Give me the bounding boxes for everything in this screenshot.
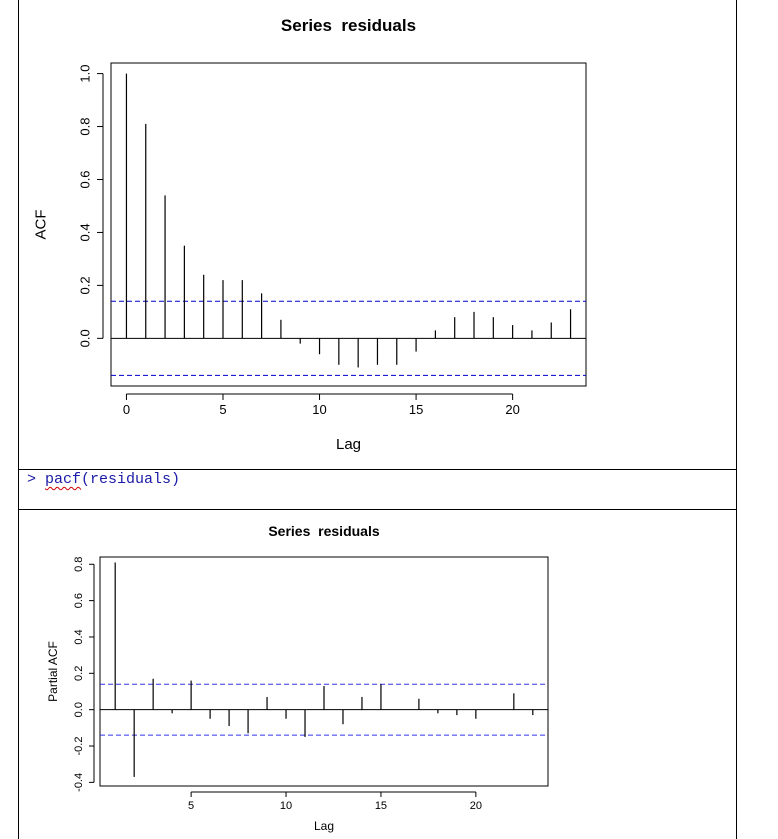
y-tick-label: 0.8 — [77, 117, 93, 136]
pacf-chart — [19, 510, 738, 839]
y-tick-label: 0.6 — [77, 170, 93, 189]
y-tick-label: 0.0 — [73, 702, 85, 718]
chart-title: Series residuals — [268, 523, 380, 539]
x-tick-label: 15 — [408, 402, 424, 417]
x-tick-label: 10 — [279, 800, 293, 812]
y-tick-label: -0.4 — [73, 772, 85, 792]
y-tick-label: 0.4 — [77, 223, 93, 242]
plot-frame — [100, 557, 548, 786]
pacf-plot-panel — [18, 510, 737, 839]
x-tick-label: 0 — [122, 402, 131, 417]
x-tick-label: 20 — [505, 402, 520, 417]
console-command-panel — [18, 470, 737, 510]
y-tick-label: 0.6 — [73, 592, 85, 609]
y-tick-label: 0.2 — [77, 276, 93, 295]
x-axis-title: Lag — [313, 819, 335, 833]
command-function: pacf — [45, 471, 82, 488]
plot-frame — [111, 63, 586, 386]
y-tick-label: 0.8 — [73, 556, 85, 572]
x-axis-title: Lag — [335, 436, 362, 453]
x-tick-label: 20 — [469, 800, 482, 812]
acf-plot-panel — [18, 0, 737, 470]
x-tick-label: 15 — [374, 800, 388, 812]
x-tick-label: 5 — [188, 800, 195, 812]
y-tick-label: 0.0 — [77, 329, 93, 348]
acf-chart — [19, 0, 738, 470]
console-prompt: > — [27, 471, 37, 488]
chart-title: Series residuals — [280, 16, 417, 35]
console-command-line[interactable] — [27, 471, 180, 488]
y-tick-label: -0.2 — [73, 736, 85, 756]
y-tick-label: 1.0 — [77, 64, 93, 83]
x-tick-label: 10 — [312, 402, 327, 417]
command-arguments: (residuals) — [81, 471, 181, 488]
y-axis-title: ACF — [32, 209, 50, 240]
y-tick-label: 0.2 — [73, 665, 85, 681]
y-tick-label: 0.4 — [73, 629, 86, 645]
x-tick-label: 5 — [219, 402, 227, 417]
y-axis-title: Partial ACF — [46, 641, 60, 702]
